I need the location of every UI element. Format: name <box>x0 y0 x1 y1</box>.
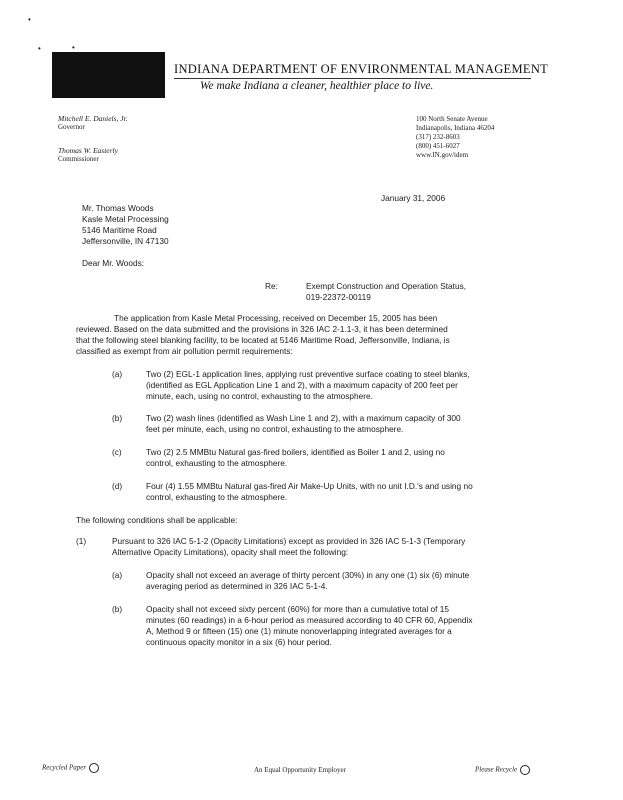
subitem-line: minutes (60 readings) in a 6-hour period as measured according to 40 CFR 60, Appendix <box>146 615 473 625</box>
recycle-icon <box>89 763 99 773</box>
subitem-line: continuous opacity monitor in a six (6) hour period. <box>146 637 332 647</box>
condition-line: Pursuant to 326 IAC 5-1-2 (Opacity Limitations) except as provided in 326 IAC 5-1-3 (Temporary <box>112 536 466 546</box>
facility-line: Two (2) wash lines (identified as Wash Line 1 and 2), with a maximum capacity of 300 <box>146 413 461 423</box>
recipient-line: Jeffersonville, IN 47130 <box>82 236 169 246</box>
facility-line: Two (2) 2.5 MMBtu Natural gas-fired boilers, identified as Boiler 1 and 2, using no <box>146 447 445 457</box>
facility-item <box>146 413 546 435</box>
subitem-text <box>146 604 546 648</box>
facility-label: (a) <box>112 369 123 379</box>
scan-mark: • <box>38 44 41 53</box>
facility-label: (c) <box>112 447 122 457</box>
intro-line: reviewed. Based on the data submitted and the provisions in 326 IAC 2-1.1-3, it has been determined <box>76 324 448 334</box>
address-line: (800) 451-6027 <box>416 142 460 150</box>
facility-item <box>146 447 546 469</box>
condition-label: (1) <box>76 536 87 546</box>
subitem-line: averaging period as determined in 326 IAC 5-1-4. <box>146 581 328 591</box>
commissioner-name: Thomas W. Easterly <box>58 146 118 155</box>
intro-paragraph <box>76 313 556 357</box>
footer-center-text: An Equal Opportunity Employer <box>254 766 346 774</box>
address-line: (317) 232-8603 <box>416 133 460 141</box>
address-line: Indianapolis, Indiana 46204 <box>416 124 495 132</box>
footer-right-text: Please Recycle <box>475 765 518 774</box>
governor-name: Mitchell E. Daniels, Jr. <box>58 114 128 123</box>
governor-block <box>58 114 128 131</box>
subitem-label: (b) <box>112 604 123 614</box>
recycle-icon <box>520 765 530 775</box>
scan-mark: • <box>72 43 75 52</box>
facility-line: control, exhausting to the atmosphere. <box>146 458 288 468</box>
commissioner-title: Commissioner <box>58 155 99 163</box>
agency-name-text: INDIANA DEPARTMENT OF ENVIRONMENTAL MANAGEMENT <box>174 62 549 76</box>
facility-label: (d) <box>112 481 123 491</box>
commissioner-block <box>58 146 118 163</box>
salutation: Dear Mr. Woods: <box>82 258 145 268</box>
subitem-label: (a) <box>112 570 123 580</box>
subitem-line: A, Method 9 or fifteen (15) one (1) minute nonoverlapping integrated averages for a <box>146 626 452 636</box>
recipient-line: Kasle Metal Processing <box>82 214 169 224</box>
condition-line: Alternative Opacity Limitations), opacity shall meet the following: <box>112 547 349 557</box>
recipient-address <box>82 203 169 247</box>
letter-date: January 31, 2006 <box>381 193 446 203</box>
recipient-line: 5146 Maritime Road <box>82 225 157 235</box>
agency-logo <box>52 52 165 98</box>
re-label: Re: <box>265 281 278 291</box>
address-line: www.IN.gov/idem <box>416 151 469 159</box>
agency-address <box>416 115 494 160</box>
facility-item <box>146 369 546 402</box>
facility-line: Four (4) 1.55 MMBtu Natural gas-fired Air Make-Up Units, with no unit I.D.'s and using no <box>146 481 473 491</box>
agency-motto: We make Indiana a cleaner, healthier place to live. <box>200 80 434 92</box>
subitem-line: Opacity shall not exceed sixty percent (60%) for more than a cumulative total of 15 <box>146 604 449 614</box>
recipient-line: Mr. Thomas Woods <box>82 203 154 213</box>
condition-text <box>112 536 552 558</box>
intro-line: The application from Kasle Metal Processing, received on December 15, 2005 has been <box>114 313 438 323</box>
intro-line: classified as exempt from air pollution permit requirements: <box>76 346 293 356</box>
facility-item <box>146 481 546 503</box>
footer-please-recycle <box>475 765 530 775</box>
footer-left-text: Recycled Paper <box>42 763 87 772</box>
re-subject-line: Exempt Construction and Operation Status, <box>306 281 467 291</box>
footer-recycled-paper <box>42 763 99 773</box>
subitem-text <box>146 570 546 592</box>
facility-line: control, exhausting to the atmosphere. <box>146 492 288 502</box>
facility-label: (b) <box>112 413 123 423</box>
agency-name <box>174 60 548 78</box>
subitem-line: Opacity shall not exceed an average of thirty percent (30%) in any one (1) six (6) minute <box>146 570 470 580</box>
facility-line: (identified as EGL Application Line 1 and 2), with a maximum capacity of 200 feet per <box>146 380 458 390</box>
facility-line: minute, each, using no control, exhausting to the atmosphere. <box>146 391 373 401</box>
scan-mark: • <box>28 15 31 24</box>
address-line: 100 North Senate Avenue <box>416 115 488 123</box>
facility-line: Two (2) EGL-1 application lines, applying rust preventive surface coating to steel blanks, <box>146 369 470 379</box>
header-rule <box>174 78 531 79</box>
intro-line: that the following steel blanking facility, to be located at 5146 Maritime Road, Jeffersonville, Indiana, is <box>76 335 450 345</box>
governor-title: Governor <box>58 123 85 131</box>
conditions-intro: The following conditions shall be applicable: <box>76 515 238 525</box>
re-subject <box>306 281 466 303</box>
re-subject-line: 019-22372-00119 <box>306 292 371 302</box>
facility-line: feet per minute, each, using no control, exhausting to the atmosphere. <box>146 424 404 434</box>
